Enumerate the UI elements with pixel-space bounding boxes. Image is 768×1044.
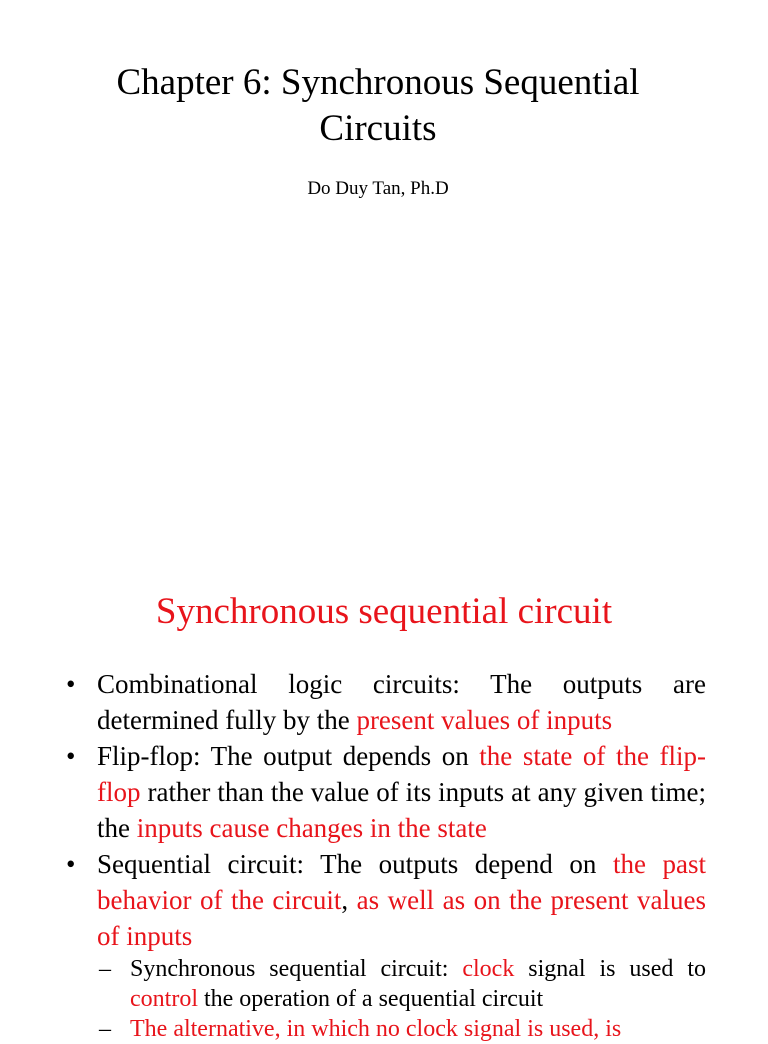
highlight-text: as well as on the present values of inputs bbox=[97, 885, 707, 951]
author-name: Do Duy Tan, Ph.D bbox=[307, 178, 449, 199]
highlight-text: present values of inputs bbox=[356, 705, 613, 735]
highlight-text: the state of the flip-flop bbox=[97, 741, 706, 807]
sub-bullet-marker: – bbox=[99, 956, 111, 982]
content-slide bbox=[0, 560, 768, 1042]
highlight-text: the past behavior of the circuit bbox=[97, 849, 707, 915]
chapter-title bbox=[0, 60, 756, 152]
chapter-title-line-2: Circuits bbox=[319, 108, 437, 149]
bullet-text: Combinational logic circuits: The outputs are determined fully by the bbox=[97, 669, 706, 735]
bullet-text: Sequential circuit: The outputs depend on bbox=[97, 849, 613, 879]
bullet-text: rather than the value of its inputs at any given time; the bbox=[97, 777, 706, 843]
sub-bullet-text: signal is used to bbox=[514, 956, 707, 982]
highlight-text: control bbox=[130, 986, 198, 1012]
bullet-marker: • bbox=[66, 669, 76, 699]
sub-bullet-marker: – bbox=[99, 1016, 111, 1042]
bullet-sequential bbox=[66, 846, 706, 954]
bullet-list bbox=[66, 666, 706, 1044]
highlight-text: inputs cause changes in the state bbox=[136, 813, 487, 843]
slide-title: Synchronous sequential circuit bbox=[155, 591, 613, 632]
sub-bullet-alternative bbox=[66, 1014, 706, 1044]
bullet-text: , bbox=[341, 885, 357, 915]
bullet-combinational bbox=[66, 666, 706, 738]
sub-bullet-text: the operation of a sequential circuit bbox=[197, 986, 544, 1012]
bullet-flip-flop bbox=[66, 738, 706, 846]
bullet-marker: • bbox=[66, 849, 76, 879]
bullet-marker: • bbox=[66, 741, 76, 771]
sub-bullet-synchronous bbox=[66, 954, 706, 1014]
highlight-text: clock bbox=[462, 956, 515, 982]
chapter-title-line-1: Chapter 6: Synchronous Sequential bbox=[116, 62, 640, 103]
highlight-text: The alternative, in which no clock signal is used, is bbox=[130, 1016, 622, 1042]
sub-bullet-text: Synchronous sequential circuit: bbox=[130, 956, 463, 982]
bullet-text: Flip-flop: The output depends on bbox=[97, 741, 480, 771]
